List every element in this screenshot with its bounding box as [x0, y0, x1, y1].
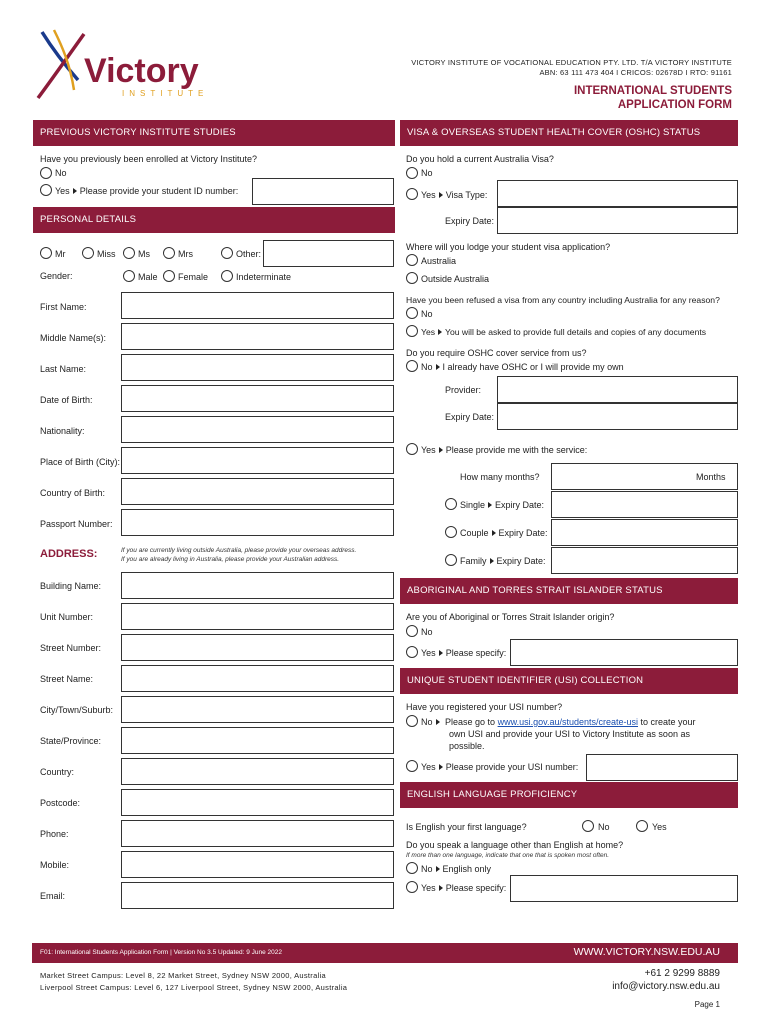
oshc-no-radio[interactable] [406, 360, 418, 372]
campus-market-street: Market Street Campus: Level 8, 22 Market Street, Sydney NSW 2000, Australia [40, 971, 326, 980]
oshc-single-row: Single Expiry Date: [460, 500, 545, 510]
family-expiry-input[interactable] [551, 547, 738, 574]
student-id-input[interactable] [252, 178, 394, 205]
visa-yes-radio[interactable] [406, 188, 418, 200]
email-input[interactable] [121, 882, 394, 909]
arrow-icon [490, 558, 494, 564]
place-of-birth-label: Place of Birth (City): [40, 457, 121, 467]
section-usi: UNIQUE STUDENT IDENTIFIER (USI) COLLECTION [400, 668, 738, 694]
last-name-input[interactable] [121, 354, 394, 381]
oshc-no-row: No I already have OSHC or I will provide my own [421, 362, 624, 372]
mobile-label: Mobile: [40, 860, 70, 870]
arrow-icon [439, 192, 443, 198]
other-language-specify-input[interactable] [510, 875, 738, 902]
oshc-couple-radio[interactable] [445, 526, 457, 538]
address-heading: ADDRESS: [40, 548, 98, 560]
title-other-input[interactable] [263, 240, 394, 267]
passport-label: Passport Number: [40, 519, 113, 529]
usi-number-input[interactable] [586, 754, 738, 781]
org-name: VICTORY INSTITUTE OF VOCATIONAL EDUCATION PTY. LTD. T/A VICTORY INSTITUTE [411, 58, 732, 67]
lodge-australia-label: Australia [421, 256, 457, 266]
atsi-specify-input[interactable] [510, 639, 738, 666]
refused-yes-radio[interactable] [406, 325, 418, 337]
footer-email[interactable]: info@victory.nsw.edu.au [612, 981, 720, 992]
postcode-input[interactable] [121, 789, 394, 816]
middle-name-label: Middle Name(s): [40, 333, 107, 343]
usi-create-link[interactable]: www.usi.gov.au/students/create-usi [497, 717, 638, 727]
oshc-question: Do you require OSHC cover service from us? [406, 348, 587, 358]
previous-no-radio[interactable] [40, 167, 52, 179]
campus-liverpool-street: Liverpool Street Campus: Level 6, 127 Liverpool Street, Sydney NSW 2000, Australia [40, 983, 348, 992]
oshc-family-row: Family Expiry Date: [460, 556, 546, 566]
phone-input[interactable] [121, 820, 394, 847]
usi-question: Have you registered your USI number? [406, 702, 563, 712]
form-title-line2: APPLICATION FORM [617, 99, 732, 111]
gender-female-radio[interactable] [163, 270, 175, 282]
logo-wordmark: Victory [84, 52, 199, 90]
street-number-input[interactable] [121, 634, 394, 661]
title-ms-label: Ms [138, 249, 150, 259]
middle-name-input[interactable] [121, 323, 394, 350]
visa-no-label: No [421, 168, 433, 178]
oshc-couple-row: Couple Expiry Date: [460, 528, 548, 538]
arrow-icon [439, 447, 443, 453]
english-first-no-radio[interactable] [582, 820, 594, 832]
arrow-icon [436, 364, 440, 370]
lodge-australia-radio[interactable] [406, 254, 418, 266]
visa-expiry-label: Expiry Date: [445, 216, 495, 226]
state-input[interactable] [121, 727, 394, 754]
email-label: Email: [40, 891, 66, 901]
couple-expiry-input[interactable] [551, 519, 738, 546]
lodge-outside-radio[interactable] [406, 272, 418, 284]
first-name-input[interactable] [121, 292, 394, 319]
arrow-icon [439, 650, 443, 656]
victory-logo [34, 28, 224, 108]
arrow-icon [73, 188, 77, 194]
country-of-birth-label: Country of Birth: [40, 488, 106, 498]
atsi-no-radio[interactable] [406, 625, 418, 637]
place-of-birth-input[interactable] [121, 447, 394, 474]
postcode-label: Postcode: [40, 798, 81, 808]
arrow-icon [436, 719, 440, 725]
section-previous-studies: PREVIOUS VICTORY INSTITUTE STUDIES [33, 120, 395, 146]
last-name-label: Last Name: [40, 364, 87, 374]
previous-yes-radio[interactable] [40, 184, 52, 196]
section-personal-details: PERSONAL DETAILS [33, 207, 395, 233]
usi-yes-radio[interactable] [406, 760, 418, 772]
usi-no-text-line2: own USI and provide your USI to Victory Institute as soon as [449, 729, 690, 739]
country-label: Country: [40, 767, 75, 777]
lodge-outside-label: Outside Australia [421, 274, 490, 284]
english-first-question: Is English your first language? [406, 822, 527, 832]
street-name-label: Street Name: [40, 674, 94, 684]
oshc-yes-radio[interactable] [406, 443, 418, 455]
form-title-line1: INTERNATIONAL STUDENTS [573, 85, 732, 97]
gender-indeterminate-radio[interactable] [221, 270, 233, 282]
atsi-no-label: No [421, 627, 433, 637]
footer-phone: +61 2 9299 8889 [644, 968, 720, 979]
gender-female-label: Female [178, 272, 209, 282]
title-mrs-radio[interactable] [163, 247, 175, 259]
section-visa-oshc: VISA & OVERSEAS STUDENT HEALTH COVER (OSHC) STATUS [400, 120, 738, 146]
lodge-question: Where will you lodge your student visa application? [406, 242, 611, 252]
form-version-info: F01: International Students Application Form | Version No 3.5 Updated: 9 June 2022 [40, 949, 282, 956]
section-atsi: ABORIGINAL AND TORRES STRAIT ISLANDER STATUS [400, 578, 738, 604]
country-of-birth-input[interactable] [121, 478, 394, 505]
other-language-question: Do you speak a language other than English at home? [406, 840, 624, 850]
gender-indeterminate-label: Indeterminate [236, 272, 292, 282]
other-language-yes-row: Yes Please specify: [421, 883, 507, 893]
usi-no-radio[interactable] [406, 715, 418, 727]
title-mr-radio[interactable] [40, 247, 52, 259]
months-question: How many months? [460, 472, 540, 482]
gender-male-radio[interactable] [123, 270, 135, 282]
atsi-yes-row: Yes Please specify: [421, 648, 507, 658]
street-number-label: Street Number: [40, 643, 102, 653]
title-ms-radio[interactable] [123, 247, 135, 259]
previous-yes-row: Yes Please provide your student ID number: [55, 186, 239, 196]
city-input[interactable] [121, 696, 394, 723]
oshc-yes-row: Yes Please provide me with the service: [421, 445, 588, 455]
refused-question: Have you been refused a visa from any country including Australia for any reason? [406, 295, 720, 305]
oshc-expiry-input[interactable] [497, 403, 738, 430]
address-note-australia: If you are already living in Australia, please provide your Australian address. [121, 556, 340, 563]
provider-label: Provider: [445, 385, 482, 395]
first-name-label: First Name: [40, 302, 87, 312]
usi-no-row: No Please go to www.usi.gov.au/students/create-usi to create your [421, 717, 696, 727]
dob-input[interactable] [121, 385, 394, 412]
refused-no-radio[interactable] [406, 307, 418, 319]
previous-enrolment-question: Have you previously been enrolled at Victory Institute? [40, 154, 257, 164]
unit-number-label: Unit Number: [40, 612, 94, 622]
atsi-yes-radio[interactable] [406, 646, 418, 658]
other-language-note: If more than one language, indicate that one that is spoken most often. [406, 852, 610, 859]
unit-number-input[interactable] [121, 603, 394, 630]
atsi-question: Are you of Aboriginal or Torres Strait Islander origin? [406, 612, 615, 622]
arrow-icon [436, 866, 440, 872]
arrow-icon [488, 502, 492, 508]
address-note-overseas: If you are currently living outside Australia, please provide your overseas address. [121, 547, 357, 554]
passport-input[interactable] [121, 509, 394, 536]
title-miss-radio[interactable] [82, 247, 94, 259]
previous-no-label: No [55, 168, 67, 178]
gender-label: Gender: [40, 271, 73, 281]
oshc-single-radio[interactable] [445, 498, 457, 510]
logo-subtitle: INSTITUTE [122, 89, 209, 98]
page-number: Page 1 [694, 1000, 720, 1009]
english-first-no-label: No [598, 822, 610, 832]
org-registration: ABN: 63 111 473 404 I CRICOS: 02678D I RTO: 91161 [539, 68, 732, 77]
title-mrs-label: Mrs [178, 249, 193, 259]
refused-no-label: No [421, 309, 433, 319]
title-mr-label: Mr [55, 249, 66, 259]
website-link[interactable]: WWW.VICTORY.NSW.EDU.AU [573, 946, 720, 958]
refused-yes-row: Yes You will be asked to provide full details and copies of any documents [421, 327, 707, 337]
provider-input[interactable] [497, 376, 738, 403]
city-label: City/Town/Suburb: [40, 705, 114, 715]
nationality-label: Nationality: [40, 426, 85, 436]
visa-yes-row: Yes Visa Type: [421, 190, 488, 200]
english-first-yes-label: Yes [652, 822, 667, 832]
oshc-family-radio[interactable] [445, 554, 457, 566]
other-language-no-row: No English only [421, 864, 492, 874]
title-miss-label: Miss [97, 249, 116, 259]
nationality-input[interactable] [121, 416, 394, 443]
building-name-input[interactable] [121, 572, 394, 599]
arrow-icon [439, 764, 443, 770]
usi-no-text-line3: possible. [449, 741, 485, 751]
arrow-icon [439, 885, 443, 891]
section-english: ENGLISH LANGUAGE PROFICIENCY [400, 782, 738, 808]
title-other-radio[interactable] [221, 247, 233, 259]
arrow-icon [492, 530, 496, 536]
dob-label: Date of Birth: [40, 395, 93, 405]
visa-no-radio[interactable] [406, 167, 418, 179]
single-expiry-input[interactable] [551, 491, 738, 518]
visa-expiry-input[interactable] [497, 207, 738, 234]
phone-label: Phone: [40, 829, 69, 839]
visa-question: Do you hold a current Australia Visa? [406, 154, 554, 164]
english-first-yes-radio[interactable] [636, 820, 648, 832]
oshc-expiry-label: Expiry Date: [445, 412, 495, 422]
gender-male-label: Male [138, 272, 158, 282]
building-name-label: Building Name: [40, 581, 102, 591]
mobile-input[interactable] [121, 851, 394, 878]
usi-yes-row: Yes Please provide your USI number: [421, 762, 579, 772]
months-unit: Months [696, 472, 726, 482]
other-language-no-radio[interactable] [406, 862, 418, 874]
title-other-label: Other: [236, 249, 262, 259]
state-label: State/Province: [40, 736, 102, 746]
other-language-yes-radio[interactable] [406, 881, 418, 893]
country-input[interactable] [121, 758, 394, 785]
street-name-input[interactable] [121, 665, 394, 692]
arrow-icon [438, 329, 442, 335]
visa-type-input[interactable] [497, 180, 738, 207]
